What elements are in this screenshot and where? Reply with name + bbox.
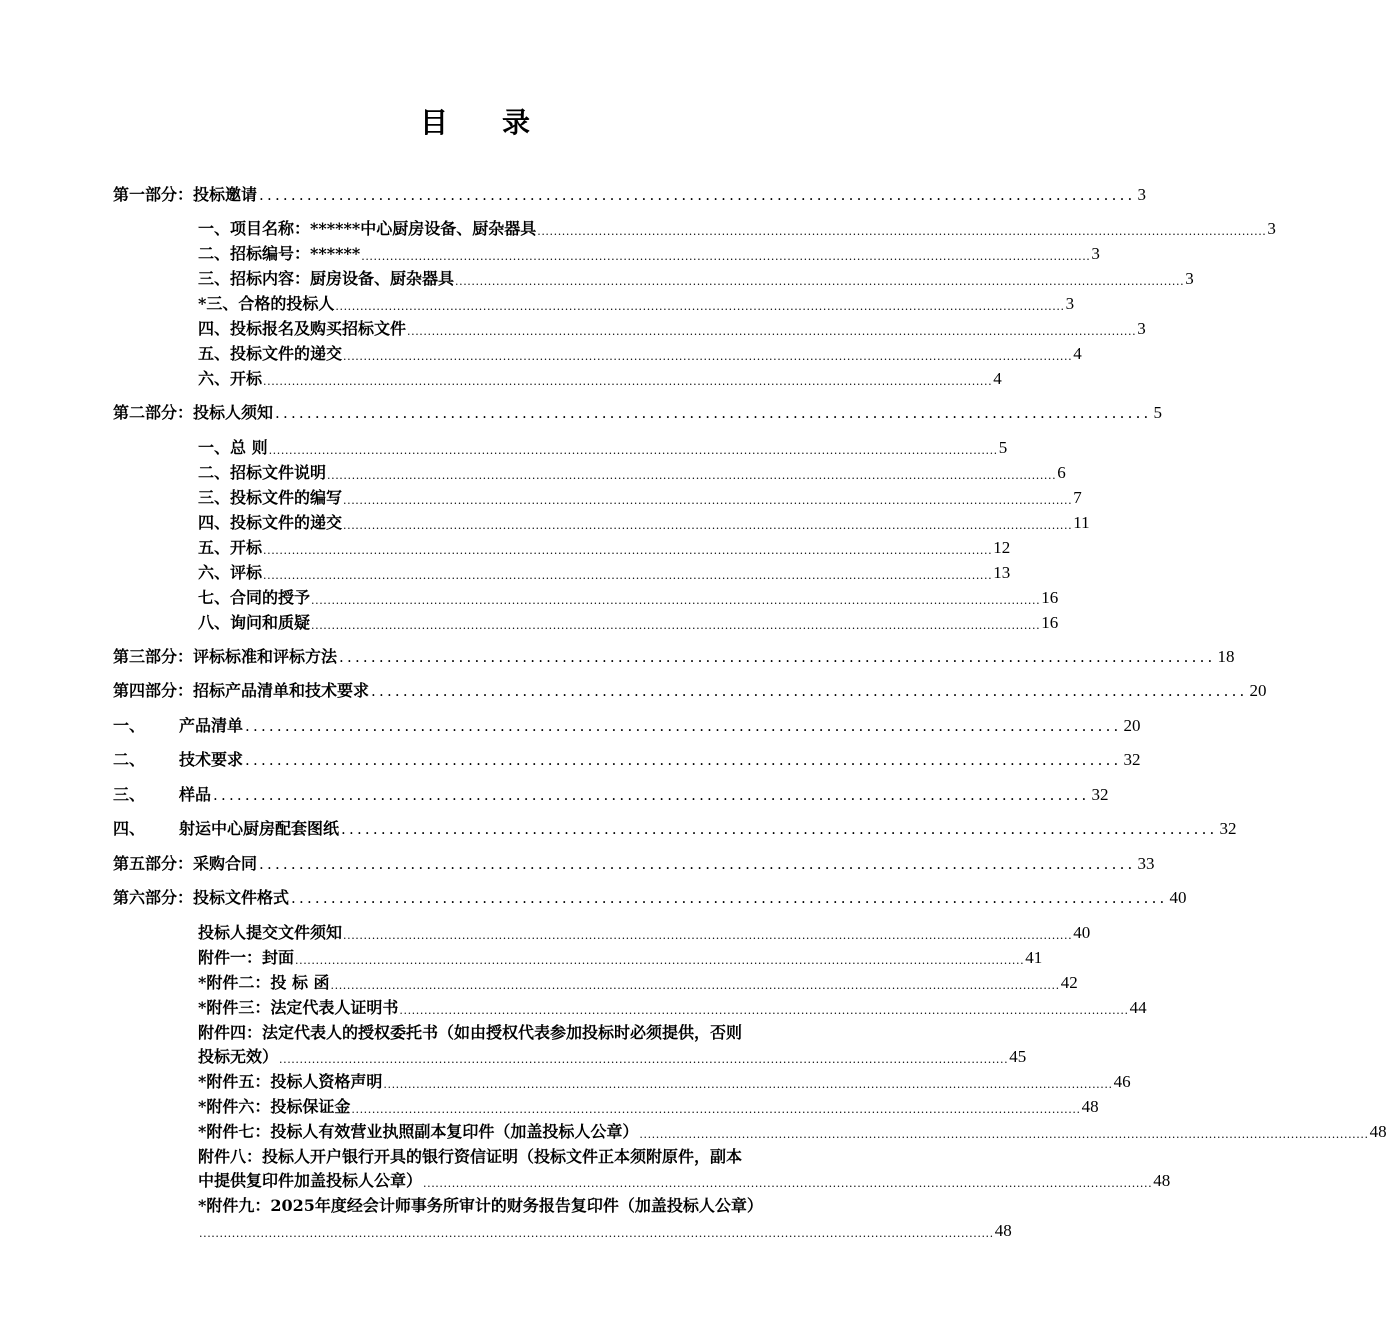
dot-leader: ..................................................................................................................................................................................: [383, 1078, 1113, 1091]
dot-leader: ..................................................................................................................................................................................: [343, 519, 1073, 532]
toc-page-number: 5: [1153, 403, 1163, 422]
toc-label: 四、投标文件的递交: [198, 513, 343, 532]
toc-label: 第四部分：招标产品清单和技术要求: [113, 681, 370, 700]
toc-section-part3[interactable]: [113, 645, 1235, 669]
dot-leader: ..................................................................................................................................................................................: [279, 1053, 1009, 1066]
toc-label: 产品清单: [179, 716, 244, 735]
dot-leader: ..............................................................................................................: [291, 889, 1168, 907]
toc-label: 五、投标文件的递交: [198, 344, 343, 363]
toc-page-number: 45: [1009, 1047, 1027, 1066]
toc-section-part5[interactable]: [113, 852, 1155, 876]
toc-label: 二、招标编号：******: [198, 244, 361, 263]
toc-page-number: 42: [1060, 973, 1078, 992]
dot-leader: ..............................................................................................................: [245, 751, 1122, 769]
toc-item-line1: 附件四：法定代表人的授权委托书（如由授权代表参加投标时必须提供，否则: [198, 1023, 743, 1042]
toc-item[interactable]: [198, 1219, 1012, 1243]
toc-page-number: 3: [1267, 219, 1276, 238]
dot-leader: ..............................................................................................................: [245, 717, 1122, 735]
toc-label: 四、投标报名及购买招标文件: [198, 319, 407, 338]
toc-page-number: 16: [1041, 613, 1059, 632]
toc-label: 五、开标: [198, 538, 263, 557]
dot-leader: ..................................................................................................................................................................................: [455, 275, 1185, 288]
toc-item[interactable]: [198, 242, 1100, 266]
toc-label: 附件一：封面: [198, 948, 295, 967]
dot-leader: ..................................................................................................................................................................................: [263, 375, 993, 388]
toc-page-number: 32: [1123, 750, 1141, 769]
toc-item[interactable]: [198, 292, 1075, 316]
toc-item[interactable]: [198, 921, 1091, 945]
toc-prefix: 一、: [113, 716, 146, 735]
toc-label: 第六部分：投标文件格式: [113, 888, 290, 907]
toc-prefix: 二、: [113, 750, 146, 769]
toc-page-number: 32: [1091, 785, 1109, 804]
toc-page-number: 11: [1073, 513, 1090, 532]
dot-leader: ..................................................................................................................................................................................: [330, 979, 1060, 992]
toc-item[interactable]: [198, 1095, 1099, 1119]
dot-leader: ..................................................................................................................................................................................: [311, 594, 1041, 607]
dot-leader: ..................................................................................................................................................................................: [343, 350, 1073, 363]
dot-leader: ..................................................................................................................................................................................: [361, 250, 1091, 263]
toc-item[interactable]: [198, 461, 1066, 485]
toc-item[interactable]: [198, 1045, 1027, 1069]
toc-item[interactable]: [198, 996, 1147, 1020]
dot-leader: ..................................................................................................................................................................................: [351, 1103, 1081, 1116]
toc-page-number: 12: [993, 538, 1011, 557]
toc-label: 技术要求: [179, 750, 244, 769]
toc-label: 一、项目名称：******中心厨房设备、厨杂器具: [198, 219, 537, 238]
toc-label: *附件五：投标人资格声明: [198, 1072, 383, 1091]
toc-item[interactable]: [198, 1070, 1131, 1094]
dot-leader: ..................................................................................................................................................................................: [423, 1177, 1153, 1190]
toc-item[interactable]: [198, 946, 1043, 970]
toc-page-number: 48: [1153, 1171, 1171, 1190]
toc-prefix: 三、: [113, 785, 146, 804]
toc-item-line1: *附件九：2025年度经会计师事务所审计的财务报告复印件（加盖投标人公章）: [198, 1196, 763, 1215]
dot-leader: ..................................................................................................................................................................................: [327, 469, 1057, 482]
toc-prefix: 四、: [113, 819, 146, 838]
toc-page-number: 4: [1073, 344, 1082, 363]
toc-label: 八、询问和质疑: [198, 613, 311, 632]
dot-leader: ..............................................................................................................: [259, 855, 1136, 873]
toc-page-number: 3: [1065, 294, 1075, 313]
toc-label: *三、合格的投标人: [198, 294, 335, 313]
toc-page-number: 7: [1073, 488, 1082, 507]
toc-item[interactable]: [198, 611, 1059, 635]
dot-leader: ..............................................................................................................: [259, 186, 1136, 204]
toc-item[interactable]: [198, 317, 1146, 341]
toc-label: 第三部分：评标标准和评标方法: [113, 647, 338, 666]
toc-label: 三、招标内容：厨房设备、厨杂器具: [198, 269, 455, 288]
toc-item[interactable]: [198, 486, 1082, 510]
toc-label: 第五部分：采购合同: [113, 854, 258, 873]
dot-leader: ..............................................................................................................: [371, 682, 1248, 700]
toc-label: 一、总 则: [198, 438, 268, 457]
toc-page-number: 13: [993, 563, 1011, 582]
toc-label: 射运中心厨房配套图纸: [179, 819, 340, 838]
toc-label: 中提供复印件加盖投标人公章）: [198, 1171, 423, 1190]
dot-leader: ..............................................................................................................: [339, 648, 1216, 666]
dot-leader: ..................................................................................................................................................................................: [335, 300, 1065, 313]
toc-item[interactable]: [198, 971, 1078, 995]
toc-section-samples[interactable]: [113, 783, 1109, 807]
toc-item[interactable]: [198, 436, 1008, 460]
toc-page-number: 20: [1249, 681, 1267, 700]
toc-section-product-list[interactable]: [113, 714, 1141, 738]
toc-item[interactable]: [198, 1169, 1171, 1193]
toc-label: *附件三：法定代表人证明书: [198, 998, 399, 1017]
toc-item[interactable]: [198, 217, 1276, 241]
toc-page-number: 32: [1219, 819, 1237, 838]
toc-label: 第二部分：投标人须知: [113, 403, 274, 422]
toc-page-number: 4: [993, 369, 1002, 388]
toc-label: 六、开标: [198, 369, 263, 388]
toc-page-number: 33: [1137, 854, 1155, 873]
dot-leader: ..............................................................................................................: [213, 786, 1090, 804]
page-title: 目录: [419, 106, 584, 139]
toc-label: 七、合同的授予: [198, 588, 311, 607]
toc-label: *附件六：投标保证金: [198, 1097, 351, 1116]
toc-page-number: 5: [998, 438, 1008, 457]
toc-page-number: 3: [1185, 269, 1194, 288]
toc-page-number: 20: [1123, 716, 1141, 735]
toc-page-number: 46: [1113, 1072, 1131, 1091]
toc-label: 第一部分：投标邀请: [113, 185, 258, 204]
toc-section-part2[interactable]: [113, 401, 1163, 425]
toc-item[interactable]: [198, 267, 1194, 291]
dot-leader: ..................................................................................................................................................................................: [407, 325, 1137, 338]
toc-item[interactable]: [198, 586, 1059, 610]
toc-section-tech-req[interactable]: [113, 748, 1141, 772]
dot-leader: ..................................................................................................................................................................................: [295, 954, 1025, 967]
dot-leader: ..............................................................................................................: [275, 404, 1152, 422]
toc-section-part1[interactable]: [113, 183, 1147, 207]
toc-item[interactable]: [198, 511, 1090, 535]
dot-leader: ..................................................................................................................................................................................: [263, 569, 993, 582]
toc-item[interactable]: [198, 1120, 1387, 1144]
toc-page-number: 40: [1073, 923, 1091, 942]
dot-leader: ..................................................................................................................................................................................: [268, 444, 998, 457]
toc-label: *附件二：投 标 函: [198, 973, 330, 992]
toc-page-number: 48: [994, 1221, 1012, 1240]
toc-label: 六、评标: [198, 563, 263, 582]
toc-item[interactable]: [198, 536, 1011, 560]
toc-page-number: 3: [1091, 244, 1100, 263]
dot-leader: ..................................................................................................................................................................................: [263, 544, 993, 557]
dot-leader: ..............................................................................................................: [341, 820, 1218, 838]
toc-label: 投标无效）: [198, 1047, 279, 1066]
toc-item[interactable]: [198, 342, 1082, 366]
toc-label: *附件七：投标人有效营业执照副本复印件（加盖投标人公章）: [198, 1122, 639, 1141]
toc-label: 三、投标文件的编写: [198, 488, 343, 507]
dot-leader: ..................................................................................................................................................................................: [399, 1004, 1129, 1017]
toc-page-number: 48: [1081, 1097, 1099, 1116]
toc-page-number: 6: [1057, 463, 1066, 482]
toc-section-part6[interactable]: [113, 886, 1187, 910]
dot-leader: ..................................................................................................................................................................................: [639, 1128, 1369, 1141]
dot-leader: ..................................................................................................................................................................................................: [199, 1227, 994, 1240]
toc-page-number: 40: [1169, 888, 1187, 907]
toc-page-number: 41: [1025, 948, 1043, 967]
dot-leader: ..................................................................................................................................................................................: [343, 494, 1073, 507]
toc-label: 二、招标文件说明: [198, 463, 327, 482]
dot-leader: ..................................................................................................................................................................................: [537, 225, 1267, 238]
toc-label: 样品: [179, 785, 212, 804]
toc-section-drawings[interactable]: [113, 817, 1237, 841]
dot-leader: ..................................................................................................................................................................................: [311, 619, 1041, 632]
toc-page-number: 44: [1129, 998, 1147, 1017]
toc-page-number: 18: [1217, 647, 1235, 666]
toc-item[interactable]: [198, 367, 1002, 391]
toc-page-number: 48: [1369, 1122, 1387, 1141]
toc-page-number: 3: [1137, 319, 1146, 338]
toc-item-line1: 附件八：投标人开户银行开具的银行资信证明（投标文件正本须附原件，副本: [198, 1147, 743, 1166]
toc-page-number: 16: [1041, 588, 1059, 607]
toc-label: 投标人提交文件须知: [198, 923, 343, 942]
toc-item[interactable]: [198, 561, 1011, 585]
dot-leader: ..................................................................................................................................................................................: [343, 929, 1073, 942]
toc-section-part4[interactable]: [113, 679, 1267, 703]
toc-page-number: 3: [1137, 185, 1147, 204]
